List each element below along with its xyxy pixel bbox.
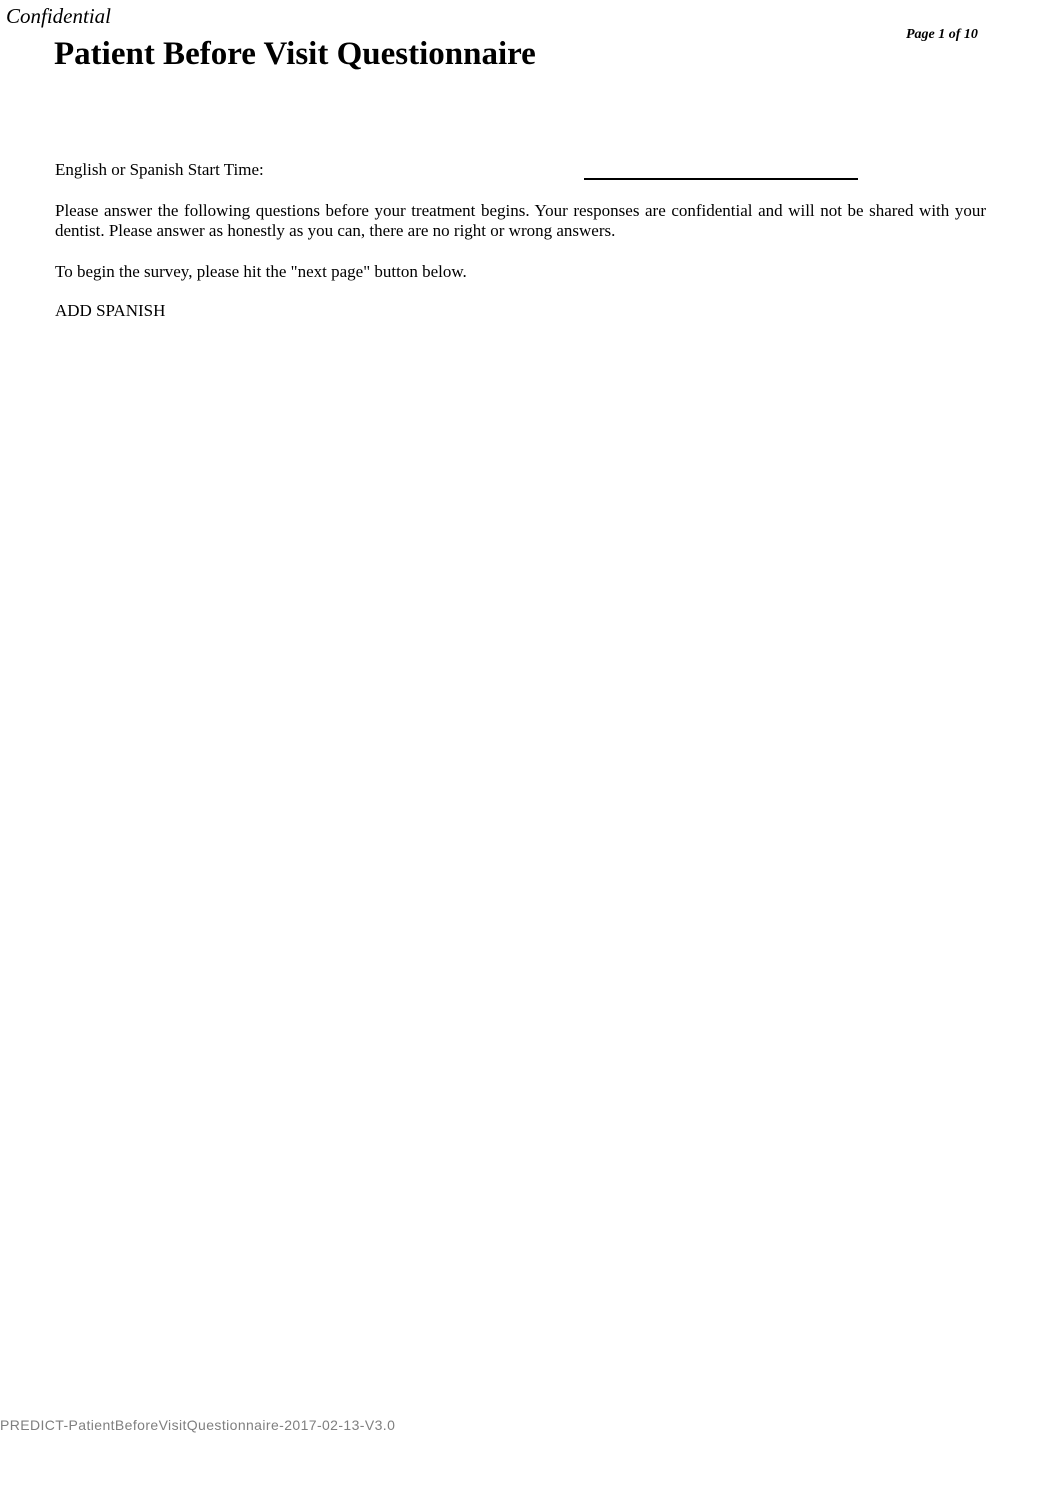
intro-paragraph: Please answer the following questions before your treatment begins. Your responses are confidential and will not be shared with your dentist. Please answer as honestly as you can, there are no right or wrong answers. bbox=[55, 201, 986, 240]
spanish-note: ADD SPANISH bbox=[55, 301, 166, 320]
page-indicator: Page 1 of 10 bbox=[906, 27, 978, 42]
page-title: Patient Before Visit Questionnaire bbox=[54, 36, 536, 72]
start-time-label: English or Spanish Start Time: bbox=[55, 160, 264, 179]
confidential-label: Confidential bbox=[6, 4, 111, 28]
start-time-row bbox=[55, 160, 860, 184]
instruction-paragraph: To begin the survey, please hit the "next page" button below. bbox=[55, 262, 467, 281]
start-time-field[interactable] bbox=[584, 178, 858, 180]
document-id-footer: PREDICT-PatientBeforeVisitQuestionnaire-2017-02-13-V3.0 bbox=[0, 1417, 396, 1433]
